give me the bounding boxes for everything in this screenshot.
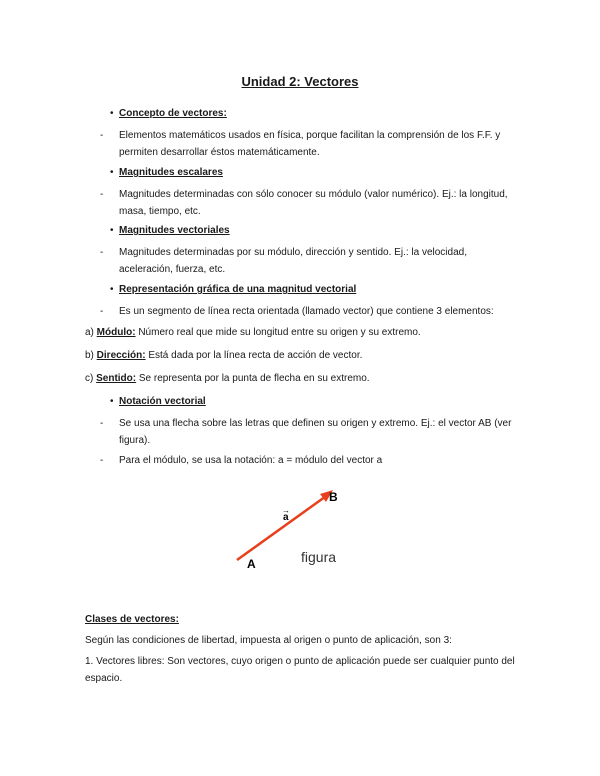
dash: - bbox=[100, 189, 104, 200]
element-modulo bbox=[85, 327, 421, 338]
dash: - bbox=[100, 306, 104, 317]
element-term: Dirección: bbox=[96, 350, 146, 361]
bullet: • bbox=[110, 225, 114, 236]
page-title: Unidad 2: Vectores bbox=[241, 74, 359, 89]
element-direccion bbox=[85, 350, 362, 361]
section-heading-representacion: Representación gráfica de una magnitud vectorial bbox=[119, 284, 357, 295]
clases-intro: Según las condiciones de libertad, impuesta al origen o punto de aplicación, son 3: bbox=[85, 635, 452, 646]
vector-overarrow: → bbox=[282, 506, 290, 515]
label-b: B bbox=[329, 490, 338, 504]
section-heading-concepto: Concepto de vectores: bbox=[119, 108, 227, 119]
element-prefix: a) bbox=[85, 327, 97, 338]
element-desc: Está dada por la línea recta de acción de vector. bbox=[145, 350, 363, 361]
section-text-vectoriales: Magnitudes determinadas por su módulo, dirección y sentido. Ej.: la velocidad, aceleración, fuerza, etc. bbox=[119, 247, 467, 275]
element-desc: Número real que mide su longitud entre su origen y su extremo. bbox=[135, 327, 421, 338]
clases-item-1: 1. Vectores libres: Son vectores, cuyo origen o punto de aplicación puede ser cualquier punto del espacio. bbox=[85, 656, 515, 684]
bullet: • bbox=[110, 396, 114, 407]
section-text-escalares: Magnitudes determinadas con sólo conocer su módulo (valor numérico). Ej.: la longitud, masa, tiempo, etc. bbox=[119, 189, 508, 217]
section-heading-notacion: Notación vectorial bbox=[119, 396, 206, 407]
bullet: • bbox=[110, 108, 114, 119]
label-a: A bbox=[247, 557, 256, 571]
section-text-notacion-1: Se usa una flecha sobre las letras que definen su origen y extremo. Ej.: el vector AB (ver figura). bbox=[119, 418, 512, 446]
clases-heading: Clases de vectores: bbox=[85, 614, 179, 625]
element-desc: Se representa por la punta de flecha en su extremo. bbox=[136, 373, 370, 384]
section-heading-vectoriales: Magnitudes vectoriales bbox=[119, 225, 230, 236]
element-prefix: c) bbox=[85, 373, 97, 384]
element-sentido bbox=[85, 373, 370, 384]
section-text-notacion-2: Para el módulo, se usa la notación: a = módulo del vector a bbox=[119, 455, 383, 466]
vector-label: a bbox=[283, 512, 289, 523]
figure-caption: figura bbox=[301, 549, 337, 565]
bullet: • bbox=[110, 167, 114, 178]
element-prefix: b) bbox=[85, 350, 97, 361]
dash: - bbox=[100, 455, 104, 466]
section-heading-escalares: Magnitudes escalares bbox=[119, 167, 223, 178]
element-term: Sentido: bbox=[96, 373, 137, 384]
dash: - bbox=[100, 418, 104, 429]
dash: - bbox=[100, 247, 104, 258]
section-text-representacion: Es un segmento de línea recta orientada (llamado vector) que contiene 3 elementos: bbox=[119, 306, 494, 317]
section-text-concepto: Elementos matemáticos usados en física, porque facilitan la comprensión de los F.F. y permiten desarrollar éstos matemáticamente. bbox=[119, 130, 501, 158]
dash: - bbox=[100, 130, 104, 141]
vector-figure bbox=[225, 480, 365, 575]
element-term: Módulo: bbox=[96, 327, 136, 338]
bullet: • bbox=[110, 284, 114, 295]
